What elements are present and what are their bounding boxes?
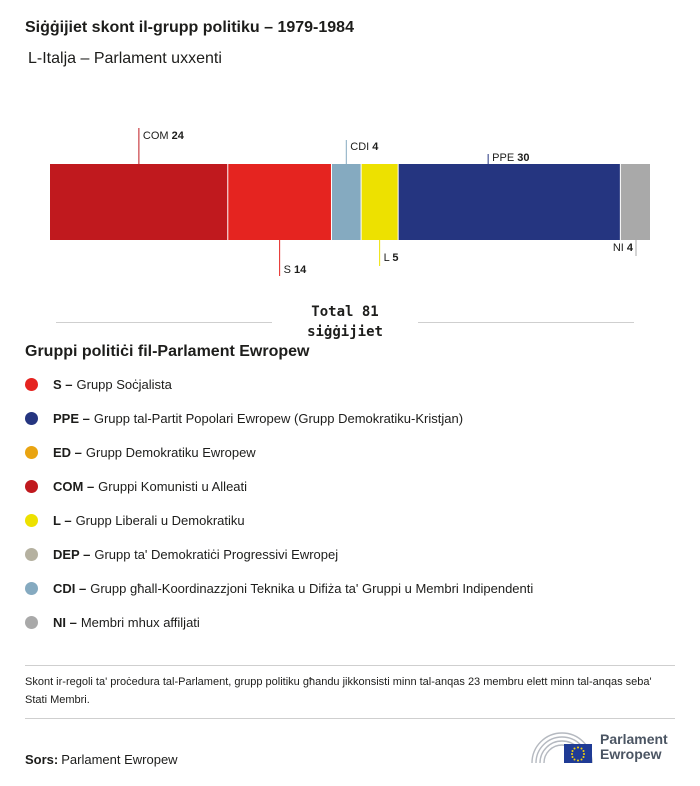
total-seats-label <box>272 302 418 342</box>
legend-dot <box>25 446 38 459</box>
legend-item <box>25 367 533 401</box>
legend-dot <box>25 582 38 595</box>
legend-dot <box>25 480 38 493</box>
bar-label-l: L 5 <box>383 252 399 264</box>
legend-abbr: NI – <box>53 614 77 630</box>
legend-abbr: CDI – <box>53 580 87 596</box>
source-line <box>25 752 178 767</box>
chart-title: Siġġijiet skont il-grupp politiku – 1979-1984 <box>25 19 354 36</box>
legend-item <box>25 537 533 571</box>
footnote: Skont ir-regoli ta' proċedura tal-Parlament, grupp politiku għandu jikkonsisti minn tal-anqas 23 membru elett minn tal-anqas seba' Stati Membri. <box>25 676 652 706</box>
legend-name: Grupp Demokratiku Ewropew <box>85 444 256 460</box>
legend-dot <box>25 378 38 391</box>
legend-dot <box>25 548 38 561</box>
legend-dot <box>25 412 38 425</box>
bar-segment-l <box>361 164 398 240</box>
legend-abbr: L – <box>53 512 72 528</box>
legend-item <box>25 503 533 537</box>
bar-segment-s <box>228 164 332 240</box>
ep-logo <box>530 730 668 764</box>
logo-line2: Ewropew <box>600 746 662 762</box>
divider-bottom <box>25 718 675 719</box>
total-seats-line1: Total 81 <box>311 304 379 320</box>
source-label: Sors: <box>25 752 59 767</box>
logo-text <box>600 732 668 762</box>
legend-dot <box>25 514 38 527</box>
legend-item <box>25 571 533 605</box>
bar-label-ni: NI 4 <box>612 242 633 254</box>
legend-abbr: COM – <box>53 478 95 494</box>
source-value: Parlament Ewropew <box>61 752 178 767</box>
chart-subtitle: L-Italja – Parlament uxxenti <box>28 50 222 67</box>
legend-abbr: DEP – <box>53 546 91 562</box>
legend-title: Gruppi politiċi fil-Parlament Ewropew <box>25 343 310 360</box>
legend-item <box>25 401 533 435</box>
bar-label-com: COM 24 <box>142 130 184 142</box>
legend-item <box>25 469 533 503</box>
bar-label-cdi: CDI 4 <box>350 141 379 153</box>
legend-item <box>25 605 533 639</box>
bar-segment-com <box>50 164 228 240</box>
legend <box>25 367 533 639</box>
legend-name: Grupp tal-Partit Popolari Ewropew (Grupp Demokratiku-Kristjan) <box>93 410 464 426</box>
bar-segment-ni <box>620 164 650 240</box>
divider-top <box>25 665 675 666</box>
legend-name: Grupp għall-Koordinazzjoni Teknika u Difiża ta' Gruppi u Membri Indipendenti <box>90 580 534 596</box>
bar-label-ppe: PPE 30 <box>492 152 530 164</box>
bar-segment-cdi <box>331 164 361 240</box>
legend-name: Grupp ta' Demokratiċi Progressivi Ewropej <box>94 546 339 562</box>
total-divider-left <box>56 322 272 323</box>
bar-segment-ppe <box>398 164 620 240</box>
legend-abbr: S – <box>53 376 73 392</box>
stacked-bar-chart <box>0 110 700 290</box>
legend-name: Membri mhux affiljati <box>80 614 200 630</box>
total-divider-right <box>418 322 634 323</box>
bar-label-s: S 14 <box>283 264 307 276</box>
logo-line1: Parlament <box>600 731 668 747</box>
legend-item <box>25 435 533 469</box>
legend-abbr: ED – <box>53 444 82 460</box>
legend-dot <box>25 616 38 629</box>
legend-abbr: PPE – <box>53 410 90 426</box>
legend-name: Grupp Liberali u Demokratiku <box>75 512 245 528</box>
legend-name: Gruppi Komunisti u Alleati <box>98 478 248 494</box>
legend-name: Grupp Soċjalista <box>76 376 172 392</box>
parliament-hemicycle-icon <box>530 730 594 764</box>
total-seats-line2: siġġijiet <box>307 324 383 340</box>
